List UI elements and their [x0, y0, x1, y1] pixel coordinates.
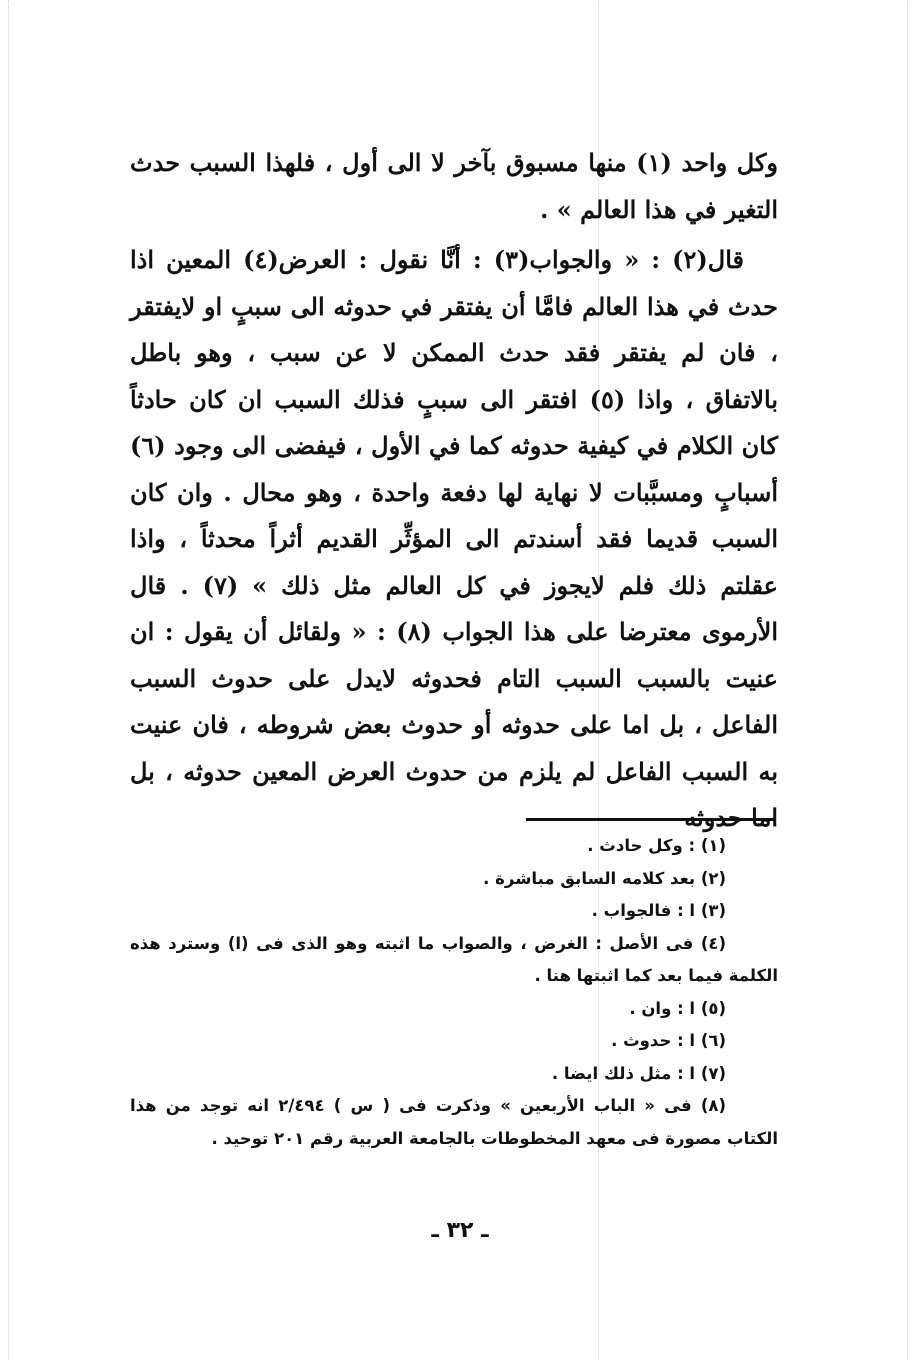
page-number: ـ ٣٢ ـ — [431, 1218, 489, 1243]
body-paragraph-2: قال(٢) : « والجواب(٣) : أنَّا نقول : العرض(٤) المعين اذا حدث في هذا العالم فامَّا أن يفتقر في حدوثه الى سببٍ او لايفتقر ، فان لم يفتقر فقد حدث الممكن لا عن سبب ، وهو باطل بالاتفاق ، واذا (٥) افتقر الى سببٍ فذلك السبب ان كان حادثاً كان الكلام في كيفية حدوثه كما في الأول ، فيفضى الى وجود (٦) أسبابٍ ومسبَّبات لا نهاية لها دفعة واحدة ، وهو محال . وان كان السبب قديما فقد أسندتم الى المؤثِّر القديم أثراً محدثاً ، واذا عقلتم ذلك فلم لايجوز في كل العالم مثل ذلك » (٧) . قال الأرموى معترضا على هذا الجواب (٨) : « ولقائل أن يقول : ان عنيت بالسبب السبب التام فحدوثه لايدل على حدوث السبب الفاعل ، بل اما على حدوثه أو حدوث بعض شروطه ، فان عنيت به السبب الفاعل لم يلزم من حدوث العرض المعين حدوثه ، بل اما حدوثه — [130, 245, 778, 832]
scan-margin-line — [8, 0, 9, 1360]
footnotes — [130, 830, 778, 1155]
footnote-5: (٥) ا : وان . — [629, 998, 726, 1018]
footnote-2: (٢) بعد كلامه السابق مباشرة . — [483, 868, 726, 888]
footnote-6: (٦) ا : حدوث . — [611, 1031, 726, 1050]
footnote-3: (٣) ا : فالجواب . — [591, 901, 726, 920]
scan-margin-line — [907, 0, 908, 1360]
footnote-4: (٤) فى الأصل : الغرض ، والصواب ما اثبته وهو الذى فى (ا) وسترد هذه الكلمة فيما بعد كما اثبتها هنا . — [130, 933, 778, 985]
body-paragraph-1: وكل واحد (١) منها مسبوق بآخر لا الى أول ، فلهذا السبب حدث التغير في هذا العالم » . — [130, 148, 778, 224]
footnote-separator — [526, 818, 774, 821]
footnote-8: (٨) فى « الباب الأربعين » وذكرت فى ( س ) ٢/٤٩٤ انه توجد من هذا الكتاب مصورة فى معهد المخطوطات بالجامعة العربية رقم ٢٠١ توحيد . — [130, 1096, 778, 1148]
main-text — [130, 140, 778, 842]
footnote-7: (٧) ا : مثل ذلك ايضا . — [551, 1063, 726, 1083]
footnote-1: (١) : وكل حادث . — [587, 836, 726, 855]
